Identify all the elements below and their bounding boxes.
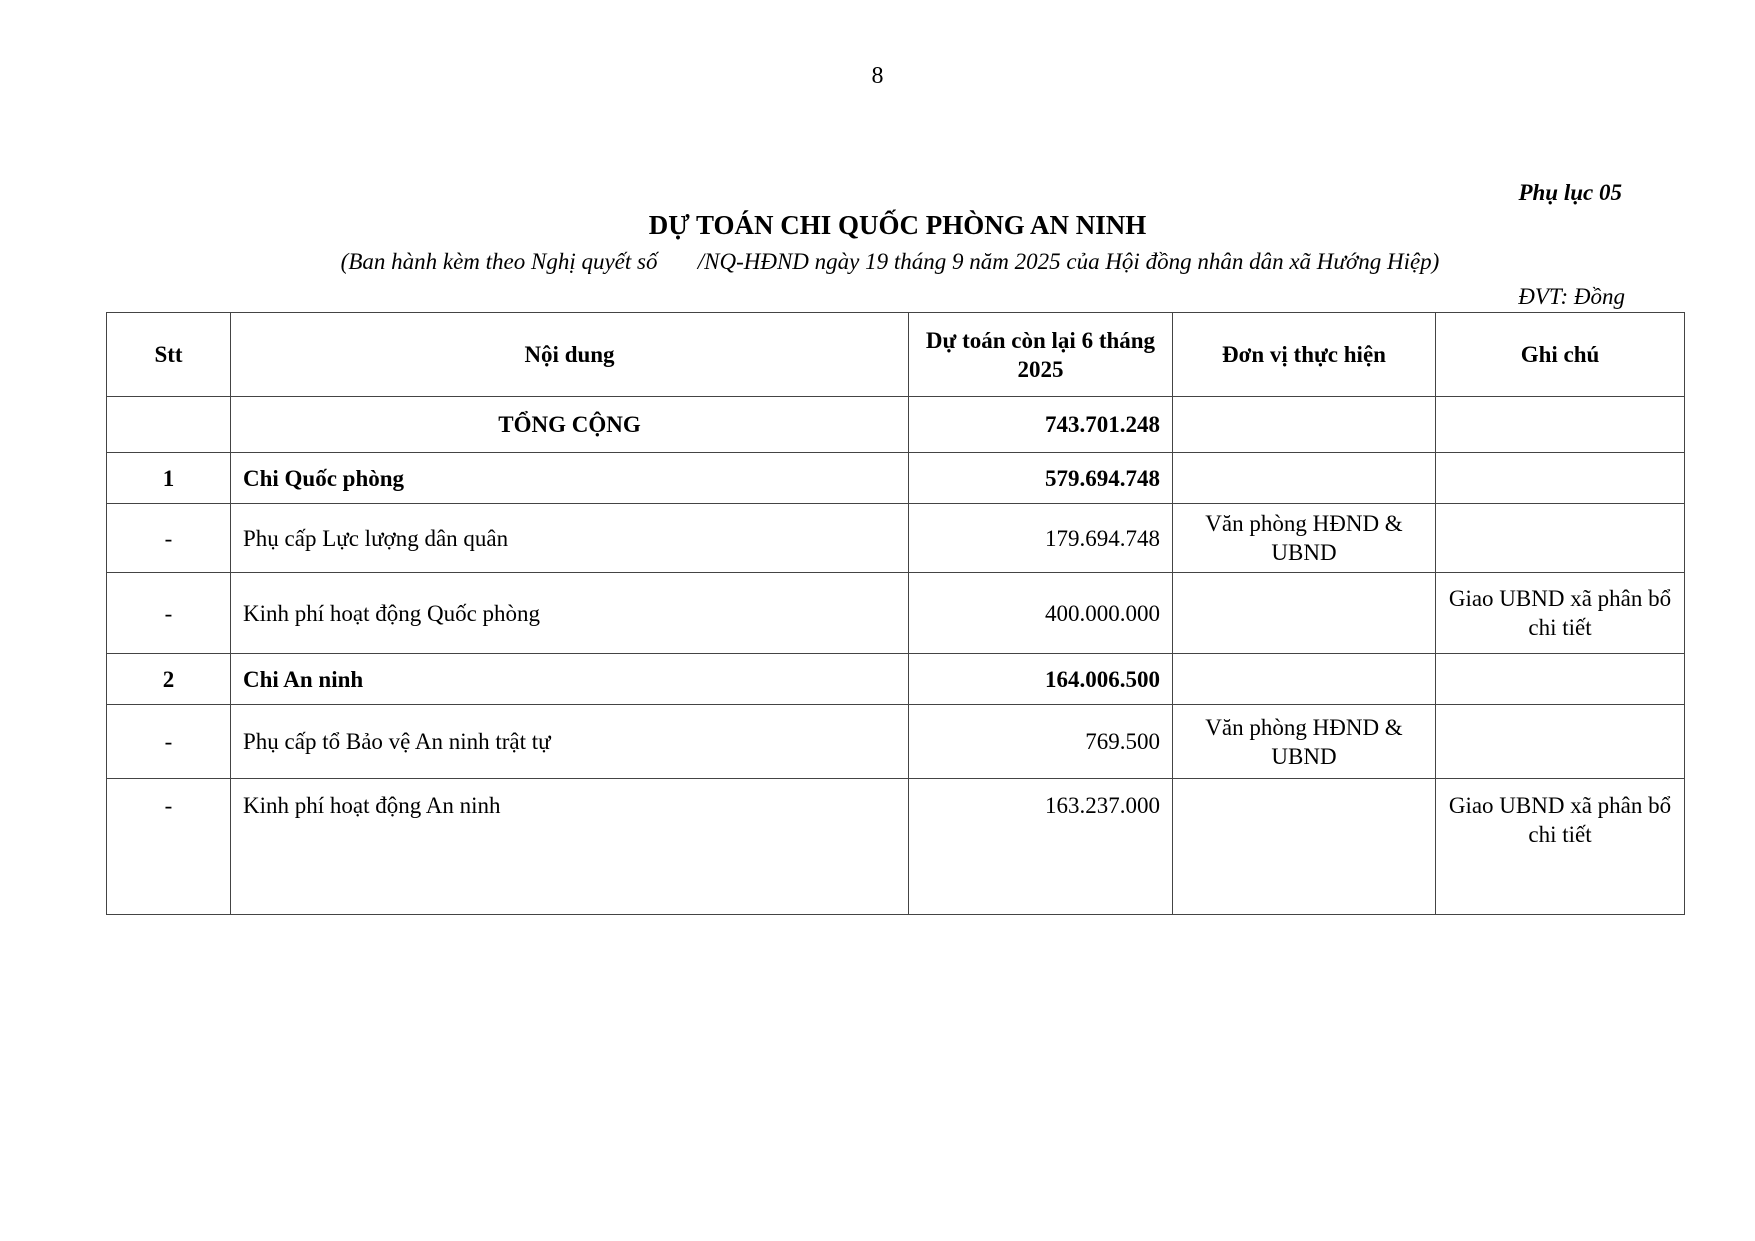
row-content: Kinh phí hoạt động Quốc phòng <box>231 573 909 654</box>
row-content: Phụ cấp Lực lượng dân quân <box>231 504 909 573</box>
row-unit <box>1173 453 1436 504</box>
row-content: Phụ cấp tổ Bảo vệ An ninh trật tự <box>231 705 909 779</box>
column-header-note: Ghi chú <box>1436 313 1685 397</box>
total-note-cell <box>1436 397 1685 453</box>
table-row <box>107 573 1685 654</box>
table-row <box>107 779 1685 915</box>
row-content: Chi Quốc phòng <box>231 453 909 504</box>
row-note <box>1436 453 1685 504</box>
document-subtitle: (Ban hành kèm theo Nghị quyết số /NQ-HĐND ngày 19 tháng 9 năm 2025 của Hội đồng nhân dân xã Hướng Hiệp) <box>340 249 1440 274</box>
currency-unit-label: ĐVT: Đồng <box>1518 284 1625 309</box>
row-unit <box>1173 654 1436 705</box>
budget-table <box>106 312 1685 915</box>
total-unit-cell <box>1173 397 1436 453</box>
row-amount: 179.694.748 <box>909 504 1173 573</box>
row-amount: 769.500 <box>909 705 1173 779</box>
row-stt: - <box>107 705 231 779</box>
row-amount: 579.694.748 <box>909 453 1173 504</box>
row-unit <box>1173 573 1436 654</box>
row-unit: Văn phòng HĐND & UBND <box>1173 504 1436 573</box>
row-amount: 164.006.500 <box>909 654 1173 705</box>
total-amount: 743.701.248 <box>909 397 1173 453</box>
row-note <box>1436 504 1685 573</box>
column-header-content: Nội dung <box>231 313 909 397</box>
row-stt: - <box>107 573 231 654</box>
row-note <box>1436 705 1685 779</box>
row-amount: 400.000.000 <box>909 573 1173 654</box>
total-stt-cell <box>107 397 231 453</box>
row-stt: 2 <box>107 654 231 705</box>
table-row <box>107 654 1685 705</box>
table-row <box>107 453 1685 504</box>
row-stt: 1 <box>107 453 231 504</box>
row-note <box>1436 654 1685 705</box>
row-note: Giao UBND xã phân bổ chi tiết <box>1436 573 1685 654</box>
row-note: Giao UBND xã phân bổ chi tiết <box>1436 779 1685 915</box>
row-amount: 163.237.000 <box>909 779 1173 915</box>
table-row <box>107 504 1685 573</box>
row-stt: - <box>107 779 231 915</box>
column-header-amount: Dự toán còn lại 6 tháng 2025 <box>909 313 1173 397</box>
column-header-stt: Stt <box>107 313 231 397</box>
total-label: TỔNG CỘNG <box>231 397 909 453</box>
row-unit: Văn phòng HĐND & UBND <box>1173 705 1436 779</box>
column-header-unit: Đơn vị thực hiện <box>1173 313 1436 397</box>
row-unit <box>1173 779 1436 915</box>
row-stt: - <box>107 504 231 573</box>
table-header-row <box>107 313 1685 397</box>
total-row <box>107 397 1685 453</box>
table-row <box>107 705 1685 779</box>
row-content: Chi An ninh <box>231 654 909 705</box>
page-number: 8 <box>871 63 884 89</box>
appendix-label: Phụ lục 05 <box>1518 180 1622 205</box>
document-title: DỰ TOÁN CHI QUỐC PHÒNG AN NINH <box>648 210 1147 240</box>
row-content: Kinh phí hoạt động An ninh <box>231 779 909 915</box>
